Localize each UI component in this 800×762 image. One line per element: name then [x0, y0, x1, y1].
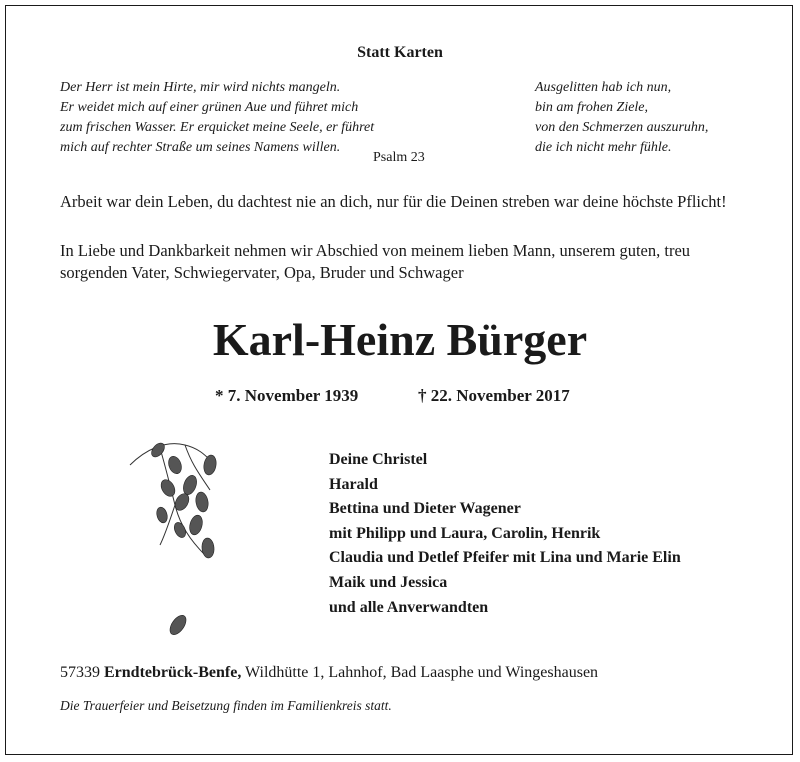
mourner-line: Harald — [329, 475, 378, 493]
mourner-line: Bettina und Dieter Wagener — [329, 500, 521, 518]
birth-date: * 7. November 1939 — [215, 386, 359, 405]
deceased-name: Karl-Heinz Bürger — [212, 314, 588, 365]
poem-line: mich auf rechter Straße um seines Namens willen. — [60, 140, 341, 155]
address-zip: 57339 — [60, 664, 100, 681]
address-line — [60, 664, 598, 682]
poem-line: Ausgelitten hab ich nun, — [535, 80, 672, 95]
mourner-line: Deine Christel — [329, 451, 428, 468]
tribute-paragraph: Arbeit war dein Leben, du dachtest nie an dich, nur für die Deinen streben war deine höchste Pflicht! — [60, 192, 727, 211]
mourner-line: mit Philipp und Laura, Carolin, Henrik — [329, 524, 601, 542]
mourner-line: und alle Anverwandten — [329, 598, 489, 616]
poem-line: Der Herr ist mein Hirte, mir wird nichts mangeln. — [60, 80, 341, 95]
address-rest: Wildhütte 1, Lahnhof, Bad Laasphe und Wingeshausen — [245, 664, 599, 681]
notice-header: Statt Karten — [357, 44, 443, 61]
mourners-list — [329, 448, 681, 620]
death-date: † 22. November 2017 — [418, 386, 570, 405]
mourner-line: Maik und Jessica — [329, 573, 448, 591]
poem-source: Psalm 23 — [373, 150, 425, 165]
birch-branch-icon — [120, 430, 230, 650]
address-town: Erndtebrück-Benfe, — [104, 664, 242, 681]
poem-left — [60, 78, 374, 158]
poem-line: zum frischen Wasser. Er erquicket meine Seele, er führet — [60, 120, 375, 135]
poem-line: die ich nicht mehr fühle. — [535, 140, 672, 155]
farewell-paragraph: In Liebe und Dankbarkeit nehmen wir Abschied von meinem lieben Mann, unserem guten, treu sorgenden Vater, Schwiegervater, Opa, Bruder und Schwager — [60, 241, 691, 282]
mourner-line: Claudia und Detlef Pfeifer mit Lina und Marie Elin — [329, 549, 681, 567]
ceremony-note: Die Trauerfeier und Beisetzung finden im Familienkreis statt. — [60, 698, 392, 713]
poem-line: von den Schmerzen auszuruhn, — [535, 120, 709, 135]
poem-line: Er weidet mich auf einer grünen Aue und führet mich — [60, 100, 359, 115]
poem-line: bin am frohen Ziele, — [535, 100, 649, 115]
poem-right — [535, 78, 708, 158]
